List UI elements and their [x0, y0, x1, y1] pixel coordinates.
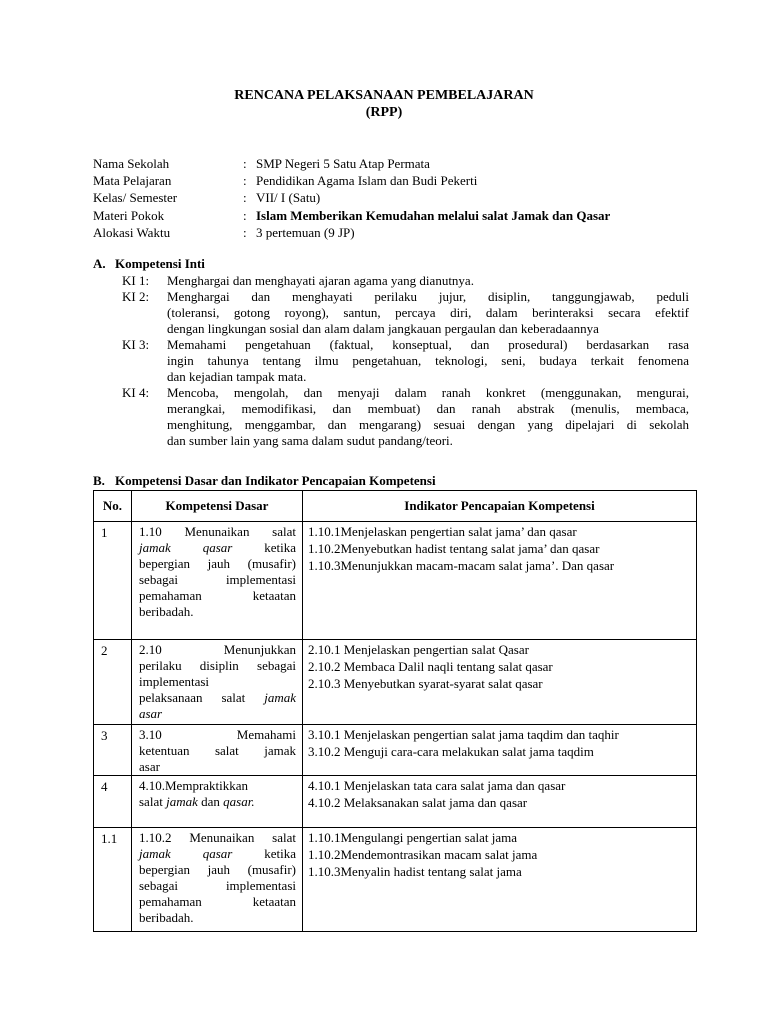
table-row [94, 725, 697, 776]
identity-row [93, 172, 693, 189]
identity-block [93, 155, 693, 241]
kd-text-line: beribadah. [139, 910, 194, 925]
kd-cell [132, 776, 302, 810]
identity-value: Pendidikan Agama Islam dan Budi Pekerti [256, 173, 478, 189]
kd-cell [132, 725, 302, 775]
identity-label: Kelas/ Semester [93, 190, 178, 206]
section-a-heading [93, 256, 205, 272]
section-b-heading [93, 473, 436, 489]
identity-value: VII/ I (Satu) [256, 190, 321, 206]
kd-text-line: sebagai implementasi [139, 572, 296, 587]
ki-text-line: (toleransi, gotong royong), santun, percaya diri, dalam berinteraksi secara efektif [167, 305, 689, 320]
kd-text-line: salat jamak dan qasar. [139, 794, 255, 809]
kd-text-line: jamak qasar ketika [139, 846, 296, 861]
ki-item [122, 337, 689, 385]
identity-label: Nama Sekolah [93, 156, 170, 171]
ki-text-line: dan sumber lain yang sama dalam sudut pandang/teori. [167, 433, 453, 448]
identity-colon: : [243, 156, 247, 171]
section-letter: B. [93, 473, 105, 488]
indicator-item: 1.10.3Menyalin hadist tentang salat jama [308, 864, 522, 879]
competency-table [93, 490, 697, 932]
kd-text-line: bepergian jauh (musafir) [139, 556, 296, 571]
kd-text-line: jamak qasar ketika [139, 540, 296, 555]
kd-text-line: pemahaman ketaatan [139, 894, 296, 909]
identity-row [93, 224, 693, 241]
column-header: Kompetensi Dasar [132, 491, 303, 522]
indicator-item: 2.10.1 Menjelaskan pengertian salat Qasar [308, 642, 529, 657]
identity-value: Islam Memberikan Kemudahan melalui salat Jamak dan Qasar [256, 207, 611, 223]
indicator-item: 2.10.2 Membaca Dalil naqli tentang salat qasar [308, 659, 553, 674]
table-row [94, 776, 697, 828]
kd-text-line [139, 706, 296, 722]
ki-code: KI 1: [122, 273, 150, 288]
ki-code: KI 2: [122, 289, 150, 304]
ki-item [122, 385, 689, 449]
kd-italic-term: jamak qasar [139, 540, 233, 555]
table-header-row [94, 491, 697, 522]
row-number: 2 [101, 643, 108, 658]
kd-text-line: sebagai implementasi [139, 878, 296, 893]
ki-code: KI 3: [122, 337, 150, 352]
row-number: 3 [101, 728, 108, 743]
kd-text-line: asar [139, 759, 160, 774]
row-number: 1 [101, 525, 108, 540]
kd-text-line: pemahaman ketaatan [139, 588, 296, 603]
kd-text-line: perilaku disiplin sebagai [139, 658, 296, 673]
ki-text-line: Menghargai dan menghayati ajaran agama yang dianutnya. [167, 273, 474, 288]
identity-label: Materi Pokok [93, 207, 165, 223]
document-subtitle: (RPP) [365, 105, 403, 120]
identity-colon: : [243, 173, 247, 189]
kd-text-line: 2.10 Menunjukkan [139, 642, 296, 657]
kd-italic-term: jamak [264, 690, 296, 705]
indicator-cell [303, 522, 696, 575]
indicator-item: 3.10.2 Menguji cara-cara melakukan salat jama taqdim [308, 744, 594, 759]
identity-row [93, 155, 693, 172]
ki-text-line: merangkai, memodifikasi, dan membuat) dan ranah abstrak (menulis, membaca, [167, 401, 689, 416]
ki-text-line: Menghargai dan menghayati perilaku jujur, disiplin, tanggungjawab, peduli [167, 289, 689, 304]
ki-text-line: Mencoba, mengolah, dan menyaji dalam ranah konkret (menggunakan, mengurai, [167, 385, 689, 400]
ki-item [122, 273, 689, 289]
identity-label: Alokasi Waktu [93, 224, 171, 240]
indicator-item: 4.10.1 Menjelaskan tata cara salat jama dan qasar [308, 778, 566, 793]
identity-row [93, 189, 693, 206]
ki-code: KI 4: [122, 385, 150, 400]
indicator-cell [303, 640, 696, 693]
ki-text-line: dan kejadian tampak mata. [167, 369, 307, 384]
kd-text-line: bepergian jauh (musafir) [139, 862, 296, 877]
indicator-item: 1.10.1Menjelaskan pengertian salat jama’ dan qasar [308, 524, 577, 539]
row-number: 4 [101, 779, 108, 794]
kd-text-line: pelaksanaan salat jamak [139, 690, 296, 705]
kd-italic-term: qasar. [223, 794, 255, 809]
indicator-cell [303, 776, 696, 812]
kd-italic-term: jamak qasar [139, 846, 233, 861]
indicator-item: 3.10.1 Menjelaskan pengertian salat jama taqdim dan taqhir [308, 727, 619, 742]
indicator-item: 2.10.3 Menyebutkan syarat-syarat salat qasar [308, 676, 543, 691]
ki-text-line: dengan lingkungan sosial dan alam dalam jangkauan pergaulan dan keberadaannya [167, 321, 599, 336]
identity-colon: : [243, 190, 247, 206]
kd-cell [132, 522, 302, 620]
kd-text-line: 1.10.2 Menunaikan salat [139, 830, 296, 845]
table-row [94, 522, 697, 640]
table-row [94, 640, 697, 725]
kd-text-line: 3.10 Memahami [139, 727, 296, 742]
identity-label: Mata Pelajaran [93, 173, 172, 189]
identity-value: 3 pertemuan (9 JP) [256, 224, 355, 240]
kd-text-line: ketentuan salat jamak [139, 743, 296, 758]
ki-text-line: ingin tahunya tentang ilmu pengetahuan, teknologi, seni, budaya terkait fenomena [167, 353, 689, 368]
identity-colon: : [243, 207, 247, 223]
identity-row [93, 207, 693, 224]
indicator-item: 1.10.3Menunjukkan macam-macam salat jama’. Dan qasar [308, 558, 615, 573]
ki-text-line: Memahami pengetahuan (faktual, konseptual, dan prosedural) berdasarkan rasa [167, 337, 689, 352]
ki-list [122, 273, 689, 449]
kd-text-line: 1.10 Menunaikan salat [139, 524, 296, 539]
identity-colon: : [243, 224, 247, 240]
indicator-cell [303, 725, 696, 761]
section-title: Kompetensi Inti [115, 256, 205, 271]
table-row [94, 828, 697, 932]
kd-italic-term: jamak [166, 794, 198, 809]
indicator-cell [303, 828, 696, 881]
indicator-item: 1.10.2Menyebutkan hadist tentang salat jama’ dan qasar [308, 541, 600, 556]
ki-text-line: menghitung, menggambar, dan mengarang) sesuai dengan yang dipelajari di sekolah [167, 417, 689, 432]
column-header: No. [94, 491, 132, 522]
kd-text-line: implementasi [139, 674, 210, 689]
indicator-item: 1.10.1Mengulangi pengertian salat jama [308, 830, 518, 845]
indicator-item: 4.10.2 Melaksanakan salat jama dan qasar [308, 795, 528, 810]
kd-italic-term: asar [139, 706, 163, 721]
kd-cell [132, 640, 302, 722]
section-letter: A. [93, 256, 106, 271]
identity-value: SMP Negeri 5 Satu Atap Permata [256, 156, 430, 171]
row-number: 1.1 [101, 831, 118, 846]
kd-text-line: beribadah. [139, 604, 194, 619]
document-title: RENCANA PELAKSANAAN PEMBELAJARAN [234, 88, 534, 103]
column-header: Indikator Pencapaian Kompetensi [303, 491, 697, 522]
kd-cell [132, 828, 302, 926]
ki-item [122, 289, 689, 337]
indicator-item: 1.10.2Mendemontrasikan macam salat jama [308, 847, 538, 862]
section-title: Kompetensi Dasar dan Indikator Pencapaian Kompetensi [115, 473, 436, 488]
kd-text-line: 4.10.Mempraktikkan [139, 778, 249, 793]
